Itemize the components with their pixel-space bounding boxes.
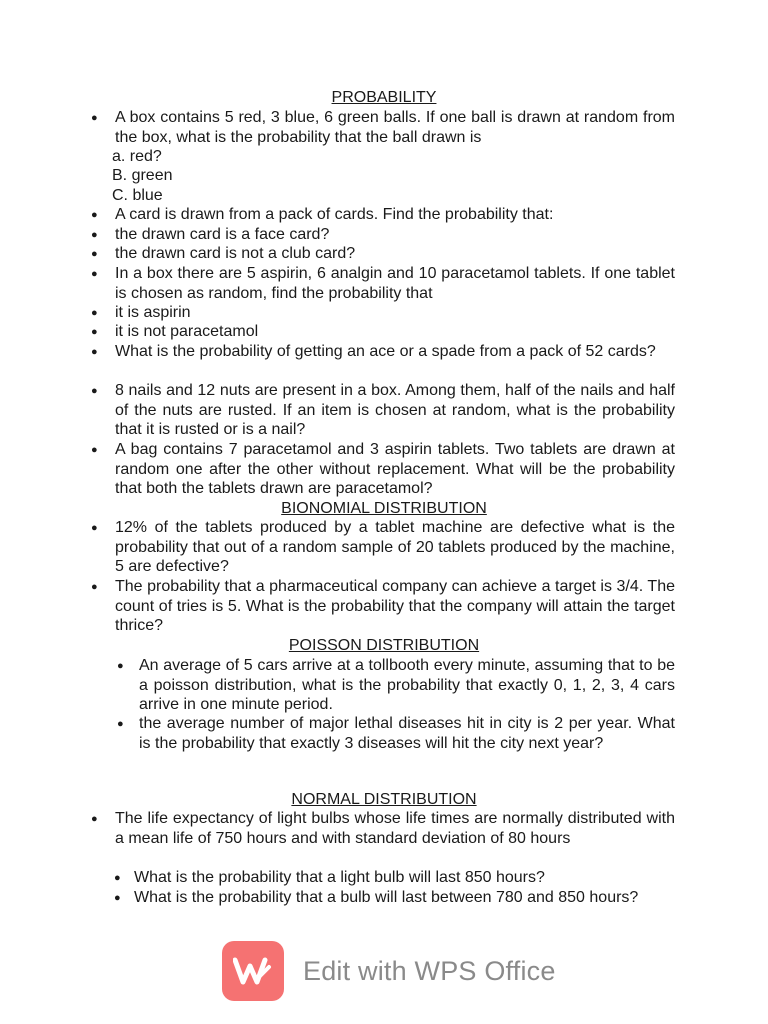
item-text: A bag contains 7 paracetamol and 3 aspirin tablets. Two tablets are drawn at random one after the other without replacement. What will be the probability that both the tablets drawn are paracetamol? — [115, 441, 675, 497]
list-item — [91, 244, 675, 264]
list-item — [91, 440, 675, 499]
list-item — [91, 381, 675, 440]
list-item — [117, 714, 675, 753]
bullet-icon: ● — [91, 522, 98, 534]
bullet-icon: ● — [117, 718, 124, 730]
list-item — [91, 264, 675, 303]
list-item — [91, 809, 675, 848]
item-text: the average number of major lethal diseases hit in city is 2 per year. What is the probability that exactly 3 diseases will hit the city next year? — [139, 715, 675, 752]
list-item — [91, 322, 675, 342]
bullet-icon: ● — [91, 385, 98, 397]
bullet-icon: ● — [91, 229, 98, 241]
bullet-icon: ● — [114, 872, 121, 884]
item-text: the drawn card is a face card? — [115, 226, 330, 243]
item-text: What is the probability that a bulb will last between 780 and 850 hours? — [134, 889, 639, 906]
bullet-icon: ● — [91, 444, 98, 456]
item-text: the drawn card is not a club card? — [115, 245, 356, 262]
item-text: A box contains 5 red, 3 blue, 6 green balls. If one ball is drawn at random from the box, what is the probability that the ball drawn is — [115, 109, 675, 146]
list-item — [114, 888, 675, 908]
list-item — [91, 577, 675, 636]
bullet-icon: ● — [91, 326, 98, 338]
wps-w-icon — [233, 957, 273, 985]
list-item — [91, 303, 675, 323]
list-item — [91, 108, 675, 147]
wps-edit-banner[interactable] — [222, 941, 572, 1001]
bullet-icon: ● — [91, 581, 98, 593]
list-item — [91, 225, 675, 245]
bullet-icon: ● — [91, 112, 98, 124]
item-text: In a box there are 5 aspirin, 6 analgin and 10 paracetamol tablets. If one tablet is chosen as random, find the probability that — [115, 265, 675, 302]
heading-binomial: BIONOMIAL DISTRIBUTION — [281, 500, 487, 517]
list-item — [91, 342, 675, 362]
option-red: a. red? — [112, 148, 162, 165]
bullet-icon: ● — [91, 307, 98, 319]
bullet-icon: ● — [91, 209, 98, 221]
item-text: What is the probability that a light bulb will last 850 hours? — [134, 869, 545, 886]
bullet-icon: ● — [114, 892, 121, 904]
heading-probability: PROBABILITY — [331, 89, 437, 106]
heading-normal: NORMAL DISTRIBUTION — [291, 791, 477, 808]
item-text: An average of 5 cars arrive at a tollbooth every minute, assuming that to be a poisson distribution, what is the probability that exactly 0, 1, 2, 3, 4 cars arrive in one minute period. — [139, 657, 675, 713]
bullet-icon: ● — [91, 346, 98, 358]
bullet-icon: ● — [91, 813, 98, 825]
bullet-icon: ● — [117, 660, 124, 672]
item-text: it is aspirin — [115, 304, 191, 321]
bullet-icon: ● — [91, 268, 98, 280]
item-text: The probability that a pharmaceutical company can achieve a target is 3/4. The count of tries is 5. What is the probability that the company will attain the target thrice? — [115, 578, 675, 634]
list-item — [117, 656, 675, 715]
option-green: B. green — [112, 167, 173, 184]
heading-poisson: POISSON DISTRIBUTION — [288, 637, 480, 654]
option-blue: C. blue — [112, 187, 163, 204]
item-text: 12% of the tablets produced by a tablet machine are defective what is the probability that out of a random sample of 20 tablets produced by the machine, 5 are defective? — [115, 519, 675, 575]
bullet-icon: ● — [91, 248, 98, 260]
item-text: What is the probability of getting an ace or a spade from a pack of 52 cards? — [115, 343, 656, 360]
item-text: it is not paracetamol — [115, 323, 259, 340]
wps-logo-icon — [222, 941, 284, 1001]
item-text: The life expectancy of light bulbs whose life times are normally distributed with a mean life of 750 hours and with standard deviation of 80 hours — [115, 810, 675, 847]
list-item — [114, 868, 675, 888]
item-text: A card is drawn from a pack of cards. Find the probability that: — [115, 206, 554, 223]
wps-edit-label[interactable]: Edit with WPS Office — [303, 955, 556, 986]
list-item — [91, 205, 675, 225]
list-item — [91, 518, 675, 577]
item-text: 8 nails and 12 nuts are present in a box. Among them, half of the nails and half of the nuts are rusted. If an item is chosen at random, what is the probability that it is rusted or is a nail? — [115, 382, 675, 438]
